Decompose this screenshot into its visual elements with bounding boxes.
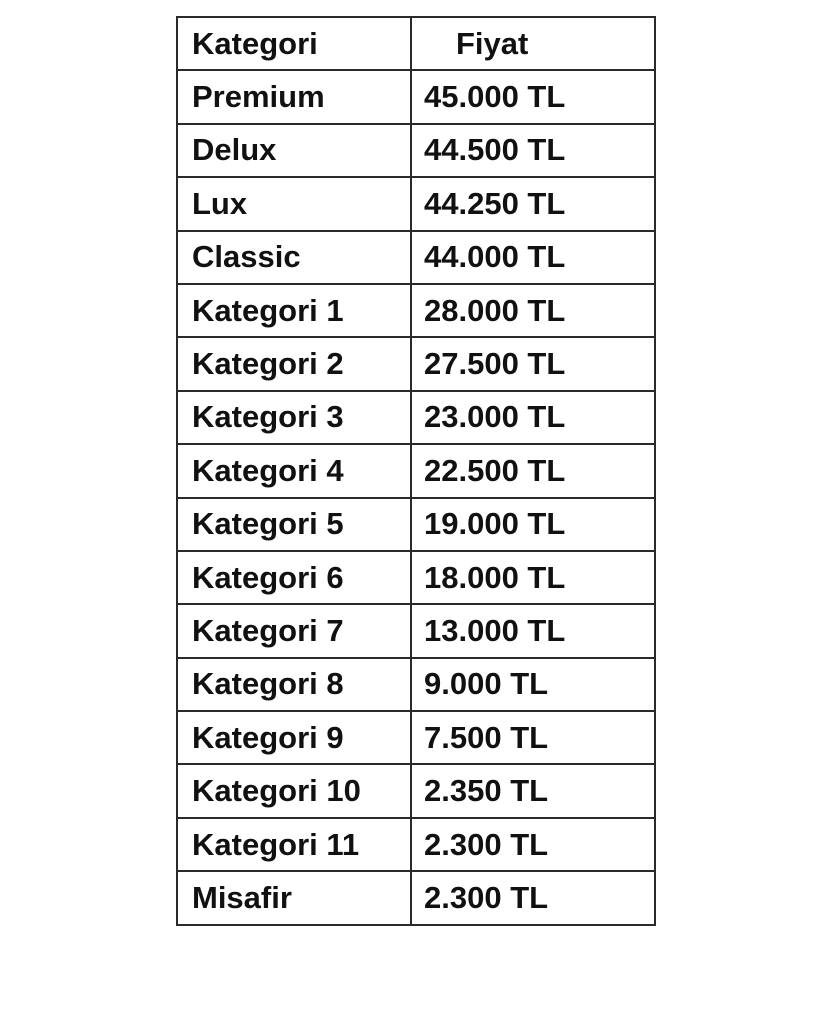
category-cell: Kategori 2 [177,337,411,390]
category-cell: Kategori 5 [177,498,411,551]
table-row [177,498,655,551]
category-column-header: Kategori [177,17,411,70]
table-body [177,70,655,924]
table-row [177,231,655,284]
table-row [177,391,655,444]
price-cell: 18.000 TL [411,551,655,604]
category-cell: Premium [177,70,411,123]
price-cell: 23.000 TL [411,391,655,444]
price-cell: 28.000 TL [411,284,655,337]
price-cell: 44.000 TL [411,231,655,284]
category-cell: Kategori 8 [177,658,411,711]
price-cell: 45.000 TL [411,70,655,123]
category-cell: Classic [177,231,411,284]
table-row [177,337,655,390]
category-cell: Kategori 6 [177,551,411,604]
category-cell: Misafir [177,871,411,924]
price-cell: 22.500 TL [411,444,655,497]
price-cell: 2.300 TL [411,871,655,924]
table-row [177,711,655,764]
table-header-row [177,17,655,70]
category-cell: Kategori 11 [177,818,411,871]
price-table [176,16,656,926]
table-row [177,604,655,657]
price-cell: 9.000 TL [411,658,655,711]
price-cell: 44.250 TL [411,177,655,230]
category-cell: Kategori 3 [177,391,411,444]
table-row [177,764,655,817]
table-row [177,658,655,711]
category-cell: Delux [177,124,411,177]
price-column-header: Fiyat [411,17,655,70]
price-cell: 13.000 TL [411,604,655,657]
table-row [177,124,655,177]
table-row [177,177,655,230]
category-cell: Kategori 7 [177,604,411,657]
category-cell: Lux [177,177,411,230]
price-cell: 2.350 TL [411,764,655,817]
table-row [177,818,655,871]
table-row [177,444,655,497]
price-cell: 44.500 TL [411,124,655,177]
category-cell: Kategori 4 [177,444,411,497]
price-cell: 2.300 TL [411,818,655,871]
table-row [177,551,655,604]
table-row [177,70,655,123]
category-cell: Kategori 10 [177,764,411,817]
price-cell: 27.500 TL [411,337,655,390]
category-cell: Kategori 9 [177,711,411,764]
category-cell: Kategori 1 [177,284,411,337]
price-cell: 19.000 TL [411,498,655,551]
table-row [177,284,655,337]
price-cell: 7.500 TL [411,711,655,764]
table-row [177,871,655,924]
